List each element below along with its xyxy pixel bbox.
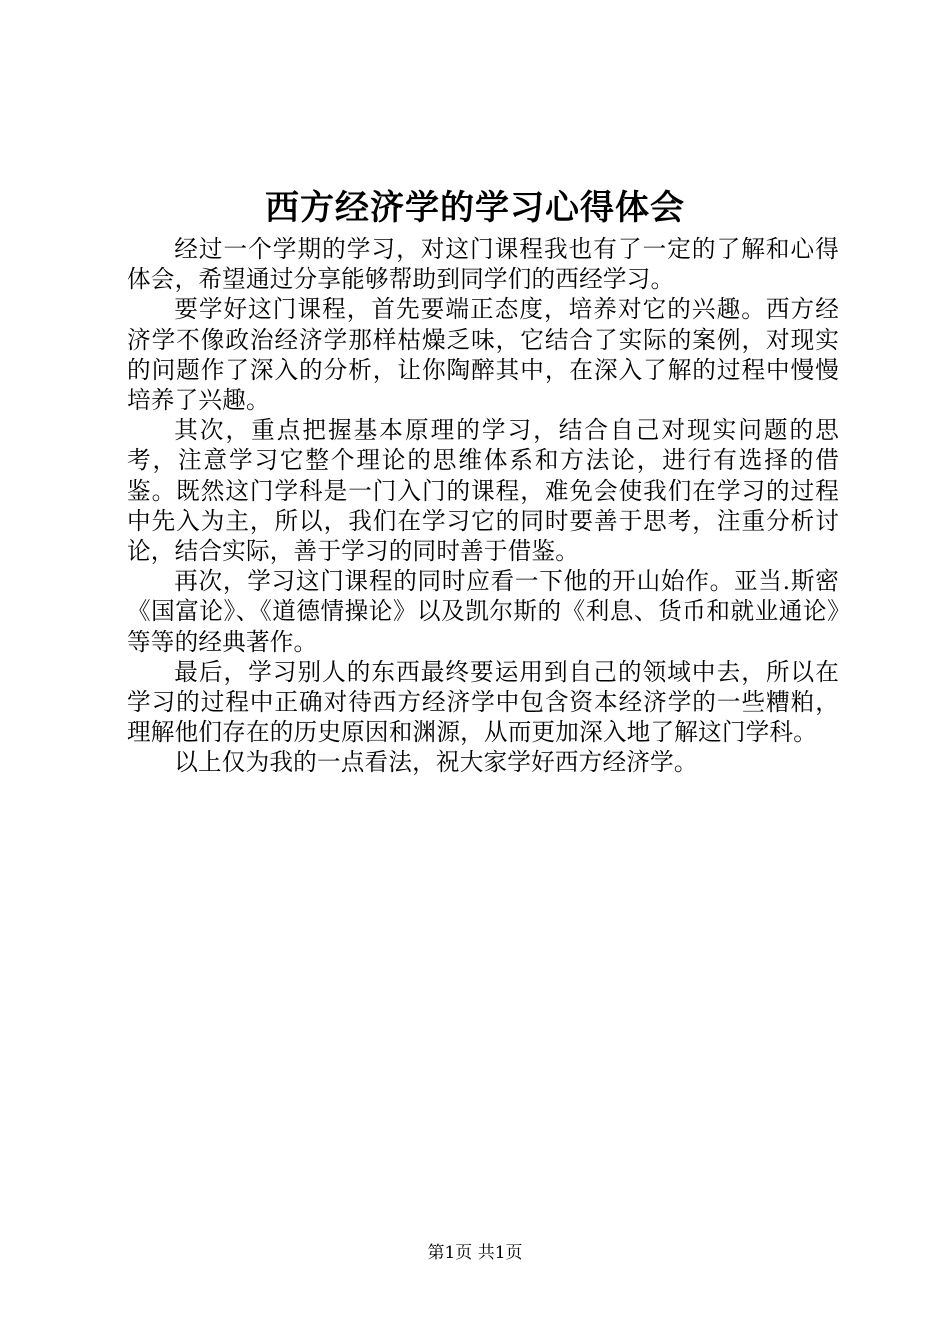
paragraph-application: 最后，学习别人的东西最终要运用到自己的领域中去，所以在学习的过程中正确对待西方经济学中包含资本经济学的一些糟粕，理解他们存在的历史原因和渊源，从而更加深入地了解这门学科。 (127, 657, 839, 747)
paragraph-intro: 经过一个学期的学习，对这门课程我也有了一定的了解和心得体会，希望通过分享能够帮助到同学们的西经学习。 (127, 235, 839, 294)
paragraph-classics: 再次，学习这门课程的同时应看一下他的开山始作。亚当.斯密《国富论》、《道德情操论》以及凯尔斯的《利息、货币和就业通论》等等的经典著作。 (127, 567, 839, 656)
page-number-footer: 第1页 共1页 (427, 1243, 523, 1263)
paragraph-conclusion: 以上仅为我的一点看法，祝大家学好西方经济学。 (174, 748, 698, 777)
page-title: 西方经济学的学习心得体会 (265, 188, 685, 228)
document-body (127, 234, 839, 778)
paragraph-principles: 其次，重点把握基本原理的学习，结合自己对现实问题的思考，注意学习它整个理论的思维体系和方法论，进行有选择的借鉴。既然这门学科是一门入门的课程，难免会使我们在学习的过程中先入为主，所以，我们在学习它的同时要善于思考，注重分析讨论，结合实际，善于学习的同时善于借鉴。 (127, 416, 839, 566)
paragraph-attitude: 要学好这门课程，首先要端正态度，培养对它的兴趣。西方经济学不像政治经济学那样枯燥乏味，它结合了实际的案例，对现实的问题作了深入的分析，让你陶醉其中，在深入了解的过程中慢慢培养了兴趣。 (127, 295, 839, 415)
